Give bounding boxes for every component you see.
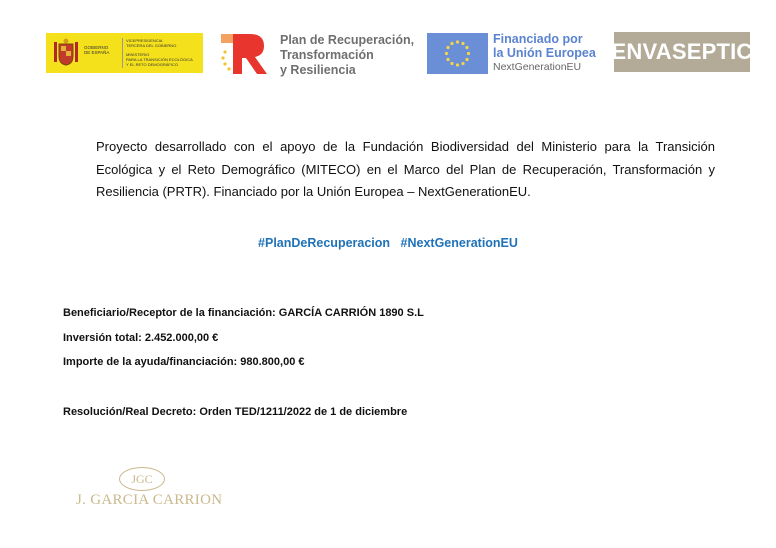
gobierno-divider <box>122 38 123 68</box>
eu-flag-icon <box>427 33 488 74</box>
gobierno-label: GOBIERNO DE ESPAÑA <box>84 45 110 55</box>
prtr-label: Plan de Recuperación, Transformación y Resiliencia <box>280 33 415 77</box>
envaseptic-logo: ENVASEPTIC <box>614 32 750 72</box>
hashtag-nextgen: #NextGenerationEU <box>400 236 518 250</box>
ministerio-label: VICEPRESIDENCIA TERCERA DEL GOBIERNO MINISTERIO PARA LA TRANSICIÓN ECOLÓGICA Y EL RETO DEMOGRÁFICO <box>126 38 193 67</box>
resolution-line: Resolución/Real Decreto: Orden TED/1211/2022 de 1 de diciembre <box>63 406 408 418</box>
beneficiary-line: Beneficiario/Receptor de la financiación: GARCÍA CARRIÓN 1890 S.L <box>63 307 424 319</box>
garcia-carrion-logo <box>72 464 223 514</box>
hashtags <box>0 236 776 250</box>
next-generation-label: NextGenerationEU <box>493 61 582 73</box>
jgc-monogram: JGC <box>119 467 165 491</box>
prtr-logo <box>219 32 419 76</box>
coat-of-arms-icon <box>52 38 80 68</box>
gobierno-espana-logo <box>46 33 203 73</box>
prtr-mark-icon <box>219 32 271 76</box>
eu-funding-label: Financiado por la Unión Europea <box>493 32 596 60</box>
jgc-name: J. GARCIA CARRION <box>76 492 223 508</box>
hashtag-plan: #PlanDeRecuperacion <box>258 236 391 250</box>
eu-funding-logo <box>427 33 595 74</box>
project-description: Proyecto desarrollado con el apoyo de la Fundación Biodiversidad del Ministerio para la Transición Ecológica y el Reto Demográfico (MITECO) en el Marco del Plan de Recuperación, Transformación y Resiliencia (PRTR). Financiado por la Unión Europea – NextGenerationEU. <box>96 139 715 199</box>
total-investment-line: Inversión total: 2.452.000,00 € <box>63 332 219 344</box>
aid-amount-line: Importe de la ayuda/financiación: 980.800,00 € <box>63 356 305 368</box>
